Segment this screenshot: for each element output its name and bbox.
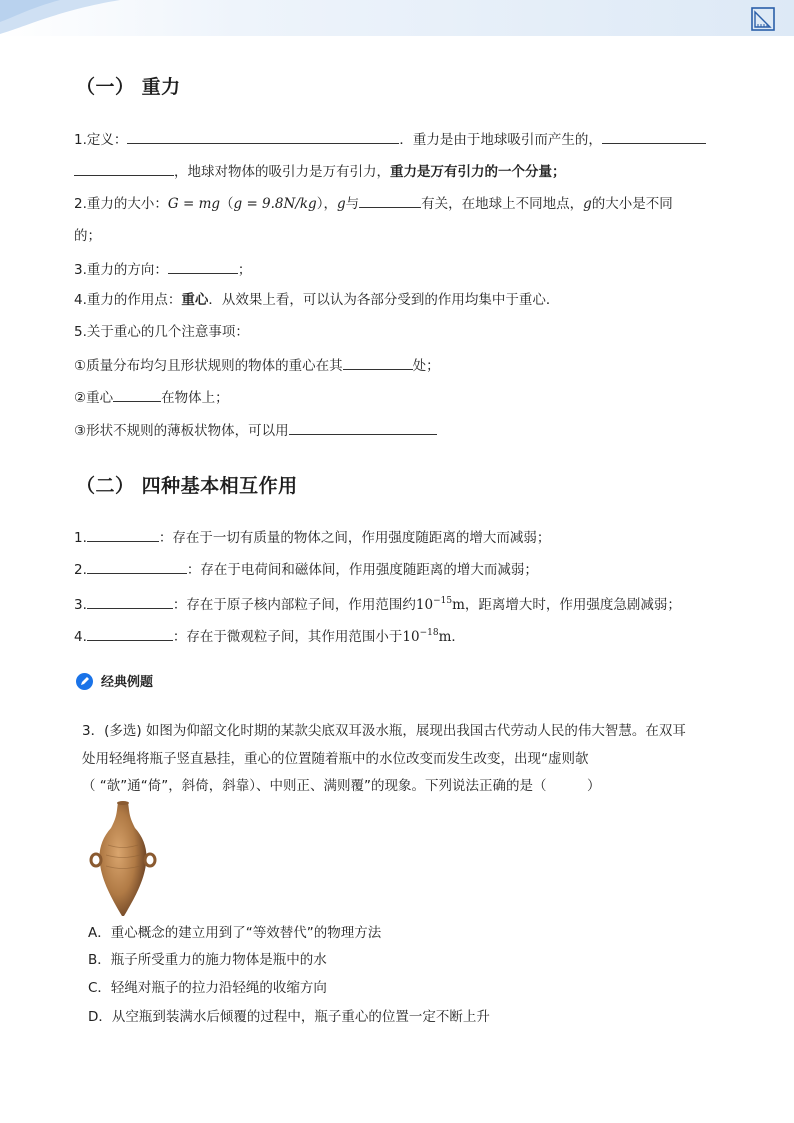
- unit: m: [438, 629, 452, 645]
- bold-text: 重心: [181, 292, 209, 308]
- text: 3.重力的方向：: [74, 262, 168, 278]
- text: 4.重力的作用点：: [74, 292, 182, 308]
- note-2: [74, 387, 229, 408]
- text: ．: [451, 629, 465, 645]
- text: ②重心: [74, 390, 114, 406]
- fill-blank[interactable]: [168, 259, 238, 274]
- text: ．重力是由于地球吸引而产生的，: [399, 132, 602, 148]
- gravity-magnitude-line: [74, 193, 673, 214]
- formula: 10: [402, 629, 420, 645]
- definition-line: [74, 129, 706, 150]
- fill-blank[interactable]: [87, 626, 173, 641]
- unit: m: [452, 597, 465, 613]
- formula: g: [336, 196, 346, 212]
- text: ，距离增大时，作用强度急剧减弱；: [464, 597, 681, 613]
- direction-line: [74, 259, 251, 280]
- header-wave-decoration: [0, 0, 794, 36]
- text: ；: [237, 262, 252, 278]
- action-point-line: [74, 290, 559, 310]
- note-1: [74, 355, 440, 376]
- fill-blank[interactable]: [74, 161, 174, 176]
- text: 2.重力的大小：: [74, 196, 168, 212]
- bold-text: 重力是万有引力的一个分量；: [390, 164, 566, 180]
- fill-blank[interactable]: [359, 193, 421, 208]
- text: 1.定义：: [74, 132, 128, 148]
- question-line-1: 3．(多选) 如图为仰韶文化时期的某款尖底双耳汲水瓶，展现出我国古代劳动人民的伟大智慧。在双耳: [82, 723, 686, 739]
- question-line-2: 处用轻绳将瓶子竖直悬挂，重心的位置随着瓶中的水位改变而发生改变，出现“虚则欹: [82, 751, 589, 767]
- text: ：存在于电荷间和磁体间，作用强度随距离的增大而减弱；: [186, 562, 538, 578]
- fill-blank[interactable]: [87, 527, 159, 542]
- fill-blank[interactable]: [343, 355, 413, 370]
- text: 3.: [74, 597, 87, 613]
- interaction-row-1: [74, 527, 550, 548]
- text: 与: [345, 196, 360, 212]
- formula: g = 9.8N/kg: [233, 196, 317, 212]
- pointed-bottom-vase-image: [88, 800, 158, 918]
- example-tag-text: 经典例题: [101, 675, 154, 690]
- text-line: 的；: [74, 228, 101, 244]
- formula: g: [583, 196, 592, 212]
- text: 2.: [74, 562, 87, 578]
- option-b[interactable]: B．瓶子所受重力的施力物体是瓶中的水: [88, 952, 327, 968]
- interaction-row-2: [74, 559, 538, 580]
- section-heading-gravity: （一） 重力: [76, 76, 181, 98]
- exponent: −15: [433, 596, 453, 606]
- interaction-row-3: [74, 591, 681, 615]
- text: ③形状不规则的薄板状物体，可以用: [74, 423, 289, 439]
- formula: G = mg: [167, 196, 221, 212]
- text: ：存在于微观粒子间，其作用范围小于: [172, 629, 403, 645]
- text: ①质量分布均匀且形状规则的物体的重心在其: [74, 358, 343, 374]
- formula: 10: [415, 597, 434, 613]
- text: 有关，在地球上不同地点，: [421, 196, 584, 212]
- text: 处；: [412, 358, 440, 374]
- fill-blank[interactable]: [87, 559, 187, 574]
- text: 在物体上；: [161, 390, 229, 406]
- fill-blank[interactable]: [602, 129, 706, 144]
- note-3: [74, 420, 437, 441]
- question-line-3: （ “欹”通“倚”，斜倚，斜靠）、中则正、满则覆”的现象。下列说法正确的是（ ）: [82, 778, 601, 794]
- example-label: [76, 671, 153, 690]
- fill-blank[interactable]: [127, 129, 399, 144]
- text: ：存在于一切有质量的物体之间，作用强度随距离的增大而减弱；: [158, 530, 551, 546]
- option-c[interactable]: C．轻绳对瓶子的拉力沿轻绳的收缩方向: [88, 980, 327, 996]
- exponent: −18: [419, 628, 439, 638]
- text: ），: [316, 196, 337, 212]
- text: ：存在于原子核内部粒子间，作用范围约: [172, 597, 416, 613]
- interaction-row-4: [74, 623, 465, 647]
- text: 4.: [74, 629, 87, 645]
- definition-line-2: [74, 161, 566, 182]
- text: （: [220, 196, 234, 212]
- pen-icon: [76, 673, 93, 690]
- fill-blank[interactable]: [289, 420, 437, 435]
- ruler-logo-icon: [750, 6, 776, 32]
- notes-title: 5.关于重心的几个注意事项：: [74, 324, 249, 340]
- header-band: [0, 0, 794, 36]
- section-heading-interactions: （二） 四种基本相互作用: [76, 475, 298, 497]
- text: ．从效果上看，可以认为各部分受到的作用均集中于重心．: [208, 292, 560, 308]
- option-d[interactable]: D．从空瓶到装满水后倾覆的过程中，瓶子重心的位置一定不断上升: [88, 1009, 490, 1025]
- option-a[interactable]: A．重心概念的建立用到了“等效替代”的物理方法: [88, 925, 382, 941]
- fill-blank[interactable]: [113, 387, 161, 402]
- text: ，地球对物体的吸引力是万有引力，: [174, 164, 390, 180]
- text: 1.: [74, 530, 87, 546]
- text: 的大小是不同: [591, 196, 673, 212]
- fill-blank[interactable]: [87, 594, 173, 609]
